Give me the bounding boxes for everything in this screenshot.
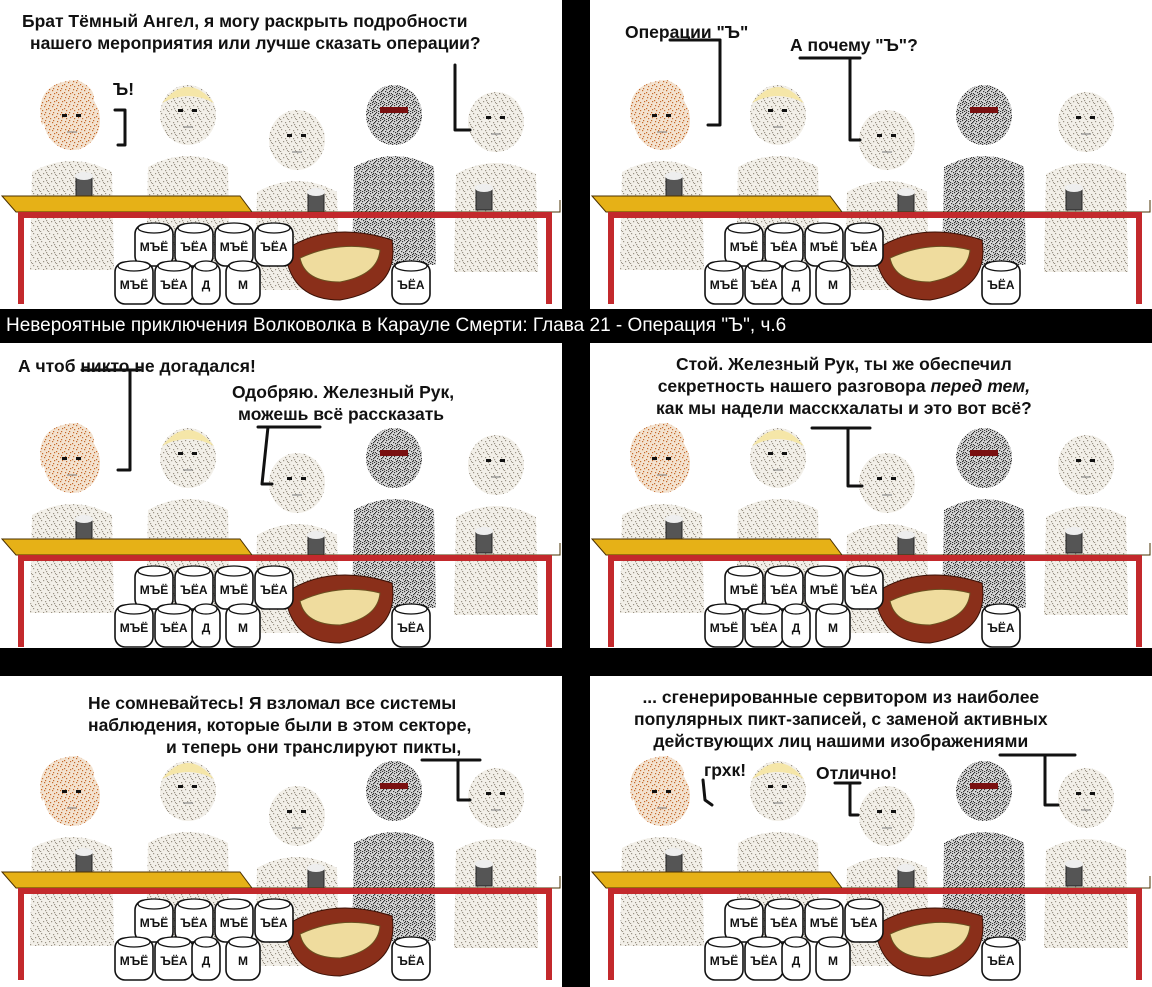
eye: [301, 477, 306, 480]
head: [269, 453, 325, 513]
eye: [287, 810, 292, 813]
barrel-label: ЪЁА: [180, 583, 208, 597]
barrel-label: М: [238, 621, 248, 635]
head: [468, 768, 524, 828]
barrel-label: ЪЁА: [397, 621, 425, 635]
barrel-lid: [768, 899, 800, 909]
speech-wolf: грхк!: [704, 760, 747, 780]
comic-panel-6: [590, 676, 1152, 987]
head: [366, 761, 422, 821]
mug-foam: [475, 860, 493, 868]
eye: [62, 114, 67, 117]
barrel-lid: [158, 937, 190, 947]
head: [269, 786, 325, 846]
eye: [891, 810, 896, 813]
barrel-label: ЪЁА: [750, 621, 778, 635]
speech-iron-hand: ... сгенерированные сервитором из наиболее популярных пикт-записей, с заменой активных действующих лиц нашими изображениями: [634, 687, 1048, 751]
speech-blood-angel: А почему "Ъ"?: [790, 35, 918, 55]
eye: [1090, 459, 1095, 462]
barrel-label: ЪЁА: [987, 278, 1015, 292]
speech-wolf: А чтоб никто не догадался!: [18, 356, 256, 376]
eye: [877, 810, 882, 813]
visor-eyes: [380, 107, 408, 113]
barrel-lid: [785, 937, 807, 947]
barrel-label: Д: [201, 954, 211, 968]
barrel-label: МЪЁ: [119, 954, 149, 968]
barrel-lid: [229, 261, 257, 271]
comic-panel-4: [590, 343, 1152, 648]
eye: [768, 109, 773, 112]
table-leg: [18, 557, 24, 647]
eye: [287, 477, 292, 480]
eye: [666, 790, 671, 793]
table-leg: [608, 890, 614, 980]
eye: [178, 785, 183, 788]
barrel-lid: [748, 604, 780, 614]
barrel-lid: [395, 937, 427, 947]
barrel-lid: [195, 261, 217, 271]
eye: [652, 457, 657, 460]
barrel-lid: [848, 566, 880, 576]
barrel-label: МЪЁ: [729, 240, 759, 254]
barrel-lid: [195, 937, 217, 947]
comic-panel-1: [0, 0, 562, 309]
eye: [877, 477, 882, 480]
table-top: [608, 888, 1142, 894]
eye: [76, 457, 81, 460]
head: [269, 110, 325, 170]
barrel-lid: [848, 899, 880, 909]
mug-foam: [307, 864, 325, 872]
eye: [287, 134, 292, 137]
barrel-label: МЪЁ: [809, 916, 839, 930]
head: [366, 85, 422, 145]
barrel-label: МЪЁ: [709, 621, 739, 635]
barrel-lid: [118, 261, 150, 271]
barrel-label: МЪЁ: [219, 583, 249, 597]
barrel-lid: [178, 566, 210, 576]
barrel-lid: [158, 604, 190, 614]
mug-foam: [307, 531, 325, 539]
barrel-lid: [229, 604, 257, 614]
table-top: [18, 555, 552, 561]
eye: [666, 114, 671, 117]
barrel-label: ЪЁА: [160, 621, 188, 635]
eye: [782, 452, 787, 455]
mug-foam: [75, 848, 93, 856]
barrel-label: МЪЁ: [729, 583, 759, 597]
barrel-label: МЪЁ: [119, 621, 149, 635]
barrel-lid: [819, 604, 847, 614]
table-top: [608, 212, 1142, 218]
eye: [486, 459, 491, 462]
speech-wolf: Ъ!: [113, 79, 135, 99]
visor-eyes: [380, 783, 408, 789]
barrel-lid: [985, 937, 1017, 947]
eye: [1090, 792, 1095, 795]
visor-eyes: [970, 450, 998, 456]
barrel-label: ЪЁА: [750, 954, 778, 968]
barrel-label: МЪЁ: [809, 240, 839, 254]
eye: [768, 785, 773, 788]
eye: [301, 134, 306, 137]
mug-foam: [75, 172, 93, 180]
eye: [652, 114, 657, 117]
visor-eyes: [380, 450, 408, 456]
head: [956, 85, 1012, 145]
table-leg: [608, 557, 614, 647]
table-leg: [1136, 890, 1142, 980]
barrel-label: ЪЁА: [180, 916, 208, 930]
barrel-label: МЪЁ: [119, 278, 149, 292]
mug-foam: [897, 864, 915, 872]
eye: [178, 452, 183, 455]
speech-blood-angel: Одобряю. Железный Рук, можешь всё рассказать: [232, 382, 455, 424]
eye: [500, 459, 505, 462]
head: [468, 435, 524, 495]
mug-foam: [75, 515, 93, 523]
barrel-lid: [118, 604, 150, 614]
table-leg: [608, 214, 614, 304]
barrel-lid: [118, 937, 150, 947]
barrel-lid: [728, 566, 760, 576]
barrel-label: ЪЁА: [260, 583, 288, 597]
eye: [652, 790, 657, 793]
table-leg: [546, 890, 552, 980]
table-top: [18, 212, 552, 218]
barrel-lid: [728, 899, 760, 909]
mug-foam: [1065, 184, 1083, 192]
head: [859, 786, 915, 846]
mug-foam: [897, 188, 915, 196]
eye: [782, 785, 787, 788]
barrel-label: ЪЁА: [770, 916, 798, 930]
eye: [192, 785, 197, 788]
barrel-label: МЪЁ: [729, 916, 759, 930]
eye: [192, 452, 197, 455]
mug-foam: [665, 848, 683, 856]
head: [366, 428, 422, 488]
barrel-label: М: [238, 278, 248, 292]
head: [1058, 435, 1114, 495]
mug-foam: [475, 527, 493, 535]
barrel-label: ЪЁА: [260, 240, 288, 254]
eye: [500, 792, 505, 795]
scene-figures: [2, 80, 560, 304]
table-top: [608, 555, 1142, 561]
barrel-label: МЪЁ: [809, 583, 839, 597]
mug-foam: [307, 188, 325, 196]
barrel-lid: [258, 899, 290, 909]
barrel-lid: [768, 566, 800, 576]
table-leg: [1136, 214, 1142, 304]
barrel-label: Д: [791, 621, 801, 635]
barrel-label: МЪЁ: [139, 240, 169, 254]
head: [956, 761, 1012, 821]
eye: [192, 109, 197, 112]
chapter-title-banner: Невероятные приключения Волковолка в Карауле Смерти: Глава 21 - Операция "Ъ", ч.6: [0, 309, 1152, 343]
barrel-label: Д: [201, 621, 211, 635]
eye: [1090, 116, 1095, 119]
barrel-label: МЪЁ: [139, 916, 169, 930]
mug-foam: [665, 172, 683, 180]
barrel-label: М: [828, 621, 838, 635]
barrel-label: ЪЁА: [850, 583, 878, 597]
barrel-lid: [785, 604, 807, 614]
barrel-label: М: [828, 954, 838, 968]
head: [1058, 768, 1114, 828]
barrel-lid: [218, 899, 250, 909]
barrel-lid: [258, 566, 290, 576]
barrel-label: Д: [791, 954, 801, 968]
barrel-lid: [138, 899, 170, 909]
barrel-label: ЪЁА: [770, 240, 798, 254]
barrel-label: Д: [791, 278, 801, 292]
barrel-lid: [708, 937, 740, 947]
barrel-label: ЪЁА: [987, 954, 1015, 968]
barrel-label: ЪЁА: [397, 278, 425, 292]
eye: [486, 792, 491, 795]
scene-figures: [592, 756, 1150, 980]
scene-figures: [2, 756, 560, 980]
eye: [891, 477, 896, 480]
barrel-lid: [158, 261, 190, 271]
scene-figures: [592, 80, 1150, 304]
table-leg: [546, 214, 552, 304]
head: [956, 428, 1012, 488]
eye: [62, 790, 67, 793]
barrel-label: ЪЁА: [750, 278, 778, 292]
comic-panel-2: [590, 0, 1152, 309]
eye: [76, 790, 81, 793]
speech-wolf: Операции "Ъ": [625, 22, 749, 42]
speech-dark-angel: Стой. Железный Рук, ты же обеспечил секретность нашего разговора перед тем, как мы надели масскхалаты и это вот всё?: [656, 354, 1032, 418]
barrel-label: МЪЁ: [139, 583, 169, 597]
barrel-lid: [138, 566, 170, 576]
speech-dark-angel: Брат Тёмный Ангел, я могу раскрыть подробности нашего мероприятия или лучше сказать операции?: [22, 11, 481, 53]
barrel-label: ЪЁА: [850, 240, 878, 254]
barrel-lid: [985, 261, 1017, 271]
table-leg: [546, 557, 552, 647]
barrel-lid: [708, 261, 740, 271]
head: [859, 453, 915, 513]
barrel-label: М: [238, 954, 248, 968]
barrel-lid: [708, 604, 740, 614]
barrel-lid: [258, 223, 290, 233]
table-leg: [18, 214, 24, 304]
eye: [768, 452, 773, 455]
head: [859, 110, 915, 170]
barrel-label: Д: [201, 278, 211, 292]
barrel-label: МЪЁ: [709, 278, 739, 292]
head: [1058, 92, 1114, 152]
eye: [877, 134, 882, 137]
table-top: [18, 888, 552, 894]
barrel-lid: [748, 937, 780, 947]
mug-foam: [897, 531, 915, 539]
barrel-label: ЪЁА: [987, 621, 1015, 635]
barrel-label: М: [828, 278, 838, 292]
speech-iron-hand: Не сомневайтесь! Я взломал все системы наблюдения, которые были в этом секторе, и теперь они транслируют пикты,: [88, 693, 472, 757]
barrel-lid: [218, 566, 250, 576]
barrel-lid: [808, 566, 840, 576]
eye: [1076, 116, 1081, 119]
eye: [178, 109, 183, 112]
barrel-lid: [819, 261, 847, 271]
table-leg: [1136, 557, 1142, 647]
barrel-lid: [808, 899, 840, 909]
barrel-lid: [785, 261, 807, 271]
scene-figures: [592, 423, 1150, 647]
barrel-lid: [229, 937, 257, 947]
barrel-lid: [728, 223, 760, 233]
barrel-lid: [985, 604, 1017, 614]
eye: [486, 116, 491, 119]
barrel-lid: [195, 604, 217, 614]
eye: [666, 457, 671, 460]
visor-eyes: [970, 783, 998, 789]
eye: [62, 457, 67, 460]
barrel-label: МЪЁ: [219, 240, 249, 254]
barrel-lid: [848, 223, 880, 233]
eye: [1076, 459, 1081, 462]
barrel-lid: [178, 899, 210, 909]
barrel-label: ЪЁА: [160, 278, 188, 292]
mug-foam: [1065, 527, 1083, 535]
head: [468, 92, 524, 152]
eye: [891, 134, 896, 137]
barrel-label: ЪЁА: [770, 583, 798, 597]
eye: [1076, 792, 1081, 795]
barrel-label: ЪЁА: [397, 954, 425, 968]
scene-figures: [2, 423, 560, 647]
barrel-lid: [178, 223, 210, 233]
barrel-lid: [819, 937, 847, 947]
mug-foam: [665, 515, 683, 523]
eye: [500, 116, 505, 119]
eye: [782, 109, 787, 112]
barrel-label: ЪЁА: [850, 916, 878, 930]
barrel-label: ЪЁА: [160, 954, 188, 968]
speech-blood-angel: Отлично!: [816, 763, 898, 783]
comic-panel-3: [0, 343, 562, 648]
visor-eyes: [970, 107, 998, 113]
barrel-label: ЪЁА: [260, 916, 288, 930]
mug-foam: [475, 184, 493, 192]
barrel-lid: [748, 261, 780, 271]
mug-foam: [1065, 860, 1083, 868]
barrel-label: МЪЁ: [709, 954, 739, 968]
table-leg: [18, 890, 24, 980]
barrel-label: МЪЁ: [219, 916, 249, 930]
barrel-label: ЪЁА: [180, 240, 208, 254]
comic-panel-5: [0, 676, 562, 987]
barrel-lid: [808, 223, 840, 233]
eye: [301, 810, 306, 813]
barrel-lid: [138, 223, 170, 233]
barrel-lid: [395, 261, 427, 271]
barrel-lid: [218, 223, 250, 233]
eye: [76, 114, 81, 117]
barrel-lid: [395, 604, 427, 614]
barrel-lid: [768, 223, 800, 233]
